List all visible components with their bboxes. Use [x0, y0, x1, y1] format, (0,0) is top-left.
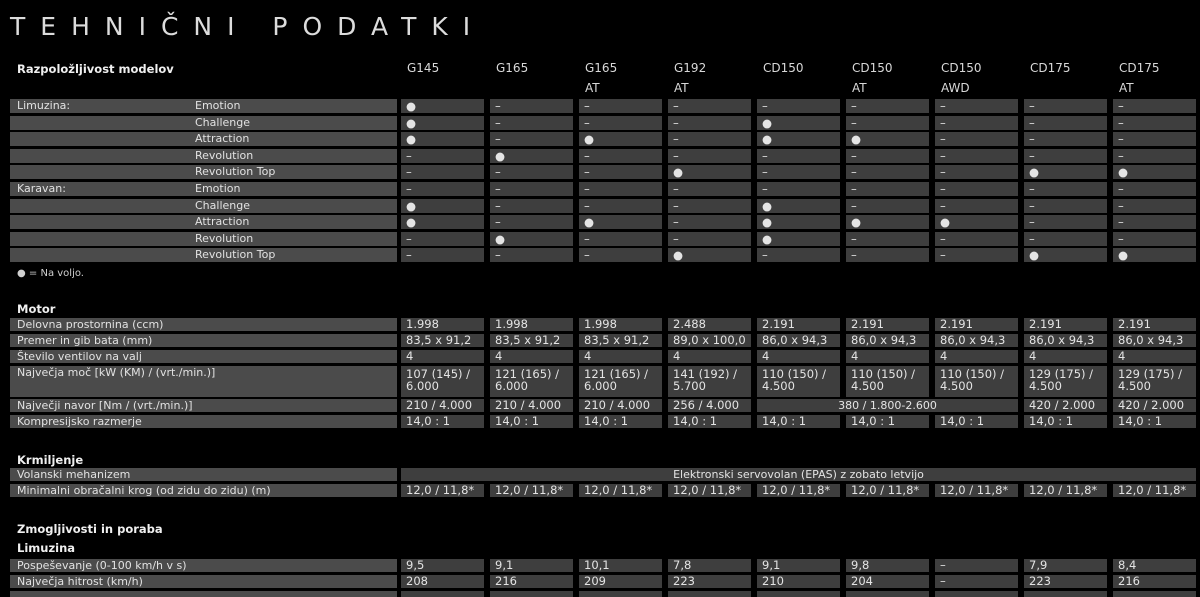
availability-cell: –: [401, 149, 484, 163]
turning-circle-cell: 12,0 / 11,8*: [757, 484, 840, 497]
valves-cell: 4: [401, 350, 484, 363]
availability-cell: –: [935, 116, 1018, 130]
bore-stroke-cell: 86,0 x 94,3: [757, 334, 840, 347]
availability-cell: –: [846, 232, 929, 246]
column-header-model: CD150: [763, 61, 804, 75]
section-heading-steering: Krmiljenje: [17, 453, 84, 467]
power-cell: [668, 366, 751, 397]
availability-cell: –: [1113, 182, 1196, 196]
availability-cell: –: [935, 199, 1018, 213]
power-rpm: 4.500: [940, 379, 973, 393]
valves-cell: 4: [935, 350, 1018, 363]
power-rpm: 4.500: [1118, 379, 1151, 393]
top-speed-cell: 209: [579, 575, 662, 588]
availability-cell: –: [935, 182, 1018, 196]
page-title: TEHNIČNI PODATKI: [10, 12, 486, 41]
availability-cell: –: [757, 165, 840, 179]
compression-cell: 14,0 : 1: [579, 415, 662, 428]
availability-cell: ●: [401, 99, 484, 113]
displacement-cell: 2.191: [757, 318, 840, 331]
body-type-label: Limuzina:: [17, 99, 71, 112]
column-header-variant: AT: [1119, 81, 1134, 95]
cutoff-row-cell: [490, 591, 573, 597]
availability-cell: –: [1024, 199, 1107, 213]
turning-circle-cell: 12,0 / 11,8*: [846, 484, 929, 497]
availability-cell: –: [490, 116, 573, 130]
availability-cell: ●: [1024, 248, 1107, 262]
column-header-variant: [1030, 81, 1113, 95]
compression-cell: 14,0 : 1: [1113, 415, 1196, 428]
turning-circle-cell: 12,0 / 11,8*: [935, 484, 1018, 497]
cutoff-row-cell: [579, 591, 662, 597]
availability-cell: –: [757, 99, 840, 113]
availability-cell: –: [935, 165, 1018, 179]
turning-circle-cell: 12,0 / 11,8*: [1024, 484, 1107, 497]
column-header-model: CD150: [941, 61, 982, 75]
availability-cell: –: [1113, 99, 1196, 113]
availability-cell: –: [757, 248, 840, 262]
power-cell: [935, 366, 1018, 397]
availability-cell: –: [401, 232, 484, 246]
availability-cell: –: [490, 215, 573, 229]
availability-cell: –: [401, 248, 484, 262]
cutoff-row-cell: [1024, 591, 1107, 597]
availability-cell: –: [401, 165, 484, 179]
availability-cell: –: [846, 116, 929, 130]
power-cell: [401, 366, 484, 397]
power-cell: [757, 366, 840, 397]
availability-cell: –: [579, 149, 662, 163]
bore-stroke-label: Premer in gib bata (mm): [10, 334, 397, 347]
column-header-model: CD175: [1119, 61, 1160, 75]
availability-cell: –: [846, 199, 929, 213]
section-heading-availability: Razpoložljivost modelov: [17, 62, 174, 76]
availability-cell: ●: [579, 215, 662, 229]
availability-row-label: [10, 149, 397, 163]
acceleration-cell: 9,8: [846, 559, 929, 572]
torque-cell: 210 / 4.000: [401, 399, 484, 412]
acceleration-cell: 8,4: [1113, 559, 1196, 572]
torque-cell: 256 / 4.000: [668, 399, 751, 412]
availability-cell: –: [668, 116, 751, 130]
availability-row-label: [10, 232, 397, 246]
availability-cell: –: [1024, 232, 1107, 246]
availability-cell: ●: [668, 248, 751, 262]
availability-cell: –: [1024, 116, 1107, 130]
availability-cell: –: [1024, 182, 1107, 196]
column-header-model: G165: [496, 61, 529, 75]
compression-cell: 14,0 : 1: [668, 415, 751, 428]
bore-stroke-cell: 86,0 x 94,3: [1024, 334, 1107, 347]
availability-cell: –: [490, 132, 573, 146]
availability-cell: –: [490, 182, 573, 196]
acceleration-cell: 9,1: [757, 559, 840, 572]
availability-row-label: [10, 165, 397, 179]
trim-label: Revolution: [195, 231, 254, 245]
power-rpm: 6.000: [584, 379, 617, 393]
valves-cell: 4: [1113, 350, 1196, 363]
availability-legend-note: ● = Na voljo.: [17, 268, 84, 279]
top-speed-cell: –: [935, 575, 1018, 588]
bore-stroke-cell: 86,0 x 94,3: [1113, 334, 1196, 347]
availability-cell: –: [1113, 132, 1196, 146]
top-speed-cell: 223: [1024, 575, 1107, 588]
availability-row-label: [10, 132, 397, 146]
availability-cell: –: [757, 149, 840, 163]
top-speed-cell: 216: [1113, 575, 1196, 588]
availability-cell: –: [935, 99, 1018, 113]
turning-circle-label: Minimalni obračalni krog (od zidu do zidu) (m): [10, 484, 397, 497]
availability-cell: –: [1024, 99, 1107, 113]
torque-merged-cell: 380 / 1.800-2.600: [757, 399, 1018, 412]
valves-cell: 4: [490, 350, 573, 363]
availability-cell: ●: [401, 215, 484, 229]
valves-cell: 4: [846, 350, 929, 363]
availability-cell: –: [935, 132, 1018, 146]
bore-stroke-cell: 86,0 x 94,3: [846, 334, 929, 347]
bore-stroke-cell: 89,0 x 100,0: [668, 334, 751, 347]
availability-row-label: [10, 215, 397, 229]
power-rpm: 6.000: [495, 379, 528, 393]
availability-cell: ●: [1113, 165, 1196, 179]
availability-cell: ●: [757, 132, 840, 146]
torque-label: Največji navor [Nm / (vrt./min.)]: [10, 399, 397, 412]
torque-cell: 420 / 2.000: [1113, 399, 1196, 412]
compression-cell: 14,0 : 1: [935, 415, 1018, 428]
compression-cell: 14,0 : 1: [757, 415, 840, 428]
top-speed-cell: 208: [401, 575, 484, 588]
availability-cell: –: [490, 99, 573, 113]
availability-row-label: [10, 199, 397, 213]
power-value: 121 (165) /: [584, 367, 649, 381]
cutoff-row-cell: [846, 591, 929, 597]
availability-cell: ●: [401, 199, 484, 213]
availability-cell: –: [668, 132, 751, 146]
turning-circle-cell: 12,0 / 11,8*: [579, 484, 662, 497]
column-header-variant: AWD: [941, 81, 970, 95]
availability-cell: –: [1113, 232, 1196, 246]
availability-cell: –: [401, 182, 484, 196]
valves-cell: 4: [668, 350, 751, 363]
acceleration-cell: 9,5: [401, 559, 484, 572]
availability-cell: –: [935, 149, 1018, 163]
column-header-variant: AT: [674, 81, 689, 95]
column-header-model: CD175: [1030, 61, 1071, 75]
availability-cell: ●: [846, 132, 929, 146]
availability-cell: –: [1024, 132, 1107, 146]
torque-cell: 210 / 4.000: [579, 399, 662, 412]
top-speed-cell: 223: [668, 575, 751, 588]
availability-cell: ●: [668, 165, 751, 179]
availability-cell: ●: [1024, 165, 1107, 179]
power-cell: [846, 366, 929, 397]
top-speed-cell: 216: [490, 575, 573, 588]
availability-cell: –: [1113, 149, 1196, 163]
availability-cell: ●: [490, 149, 573, 163]
power-rpm: 6.000: [406, 379, 439, 393]
displacement-cell: 1.998: [401, 318, 484, 331]
availability-cell: –: [846, 182, 929, 196]
section-heading-performance: Zmogljivosti in poraba: [17, 522, 163, 536]
availability-cell: –: [935, 248, 1018, 262]
availability-cell: ●: [757, 232, 840, 246]
availability-cell: –: [490, 199, 573, 213]
turning-circle-cell: 12,0 / 11,8*: [401, 484, 484, 497]
availability-cell: ●: [757, 199, 840, 213]
valves-cell: 4: [579, 350, 662, 363]
column-header-variant: [407, 81, 490, 95]
column-header-model: CD150: [852, 61, 893, 75]
column-header-model: G165: [585, 61, 618, 75]
availability-cell: –: [846, 165, 929, 179]
trim-label: Revolution Top: [195, 248, 276, 262]
availability-row-label: [10, 99, 397, 113]
availability-cell: ●: [490, 232, 573, 246]
displacement-cell: 1.998: [490, 318, 573, 331]
cutoff-row-cell: [401, 591, 484, 597]
power-label: Največja moč [kW (KM) / (vrt./min.)]: [10, 366, 397, 397]
displacement-label: Delovna prostornina (ccm): [10, 318, 397, 331]
bore-stroke-cell: 83,5 x 91,2: [490, 334, 573, 347]
steering-mechanism-merged-cell: Elektronski servovolan (EPAS) z zobato letvijo: [401, 468, 1196, 481]
availability-cell: –: [1024, 149, 1107, 163]
availability-cell: –: [668, 199, 751, 213]
column-header-model: G192: [674, 61, 707, 75]
power-cell: [490, 366, 573, 397]
power-cell: [1024, 366, 1107, 397]
availability-cell: –: [490, 248, 573, 262]
column-header-variant: [496, 81, 579, 95]
trim-label: Challenge: [195, 115, 250, 129]
trim-label: Emotion: [195, 99, 241, 112]
acceleration-cell: 7,8: [668, 559, 751, 572]
acceleration-label: Pospeševanje (0-100 km/h v s): [10, 559, 397, 572]
compression-label: Kompresijsko razmerje: [10, 415, 397, 428]
displacement-cell: 2.191: [846, 318, 929, 331]
cutoff-row-label: [10, 591, 397, 597]
turning-circle-cell: 12,0 / 11,8*: [490, 484, 573, 497]
section-heading-motor: Motor: [17, 302, 56, 316]
top-speed-cell: 210: [757, 575, 840, 588]
power-rpm: 4.500: [762, 379, 795, 393]
availability-cell: ●: [401, 132, 484, 146]
acceleration-cell: 9,1: [490, 559, 573, 572]
displacement-cell: 2.191: [1024, 318, 1107, 331]
compression-cell: 14,0 : 1: [490, 415, 573, 428]
power-cell: [579, 366, 662, 397]
power-value: 110 (150) /: [851, 367, 916, 381]
availability-cell: –: [668, 99, 751, 113]
power-value: 110 (150) /: [940, 367, 1005, 381]
displacement-cell: 2.191: [1113, 318, 1196, 331]
availability-cell: –: [846, 99, 929, 113]
availability-cell: –: [579, 165, 662, 179]
availability-cell: ●: [401, 116, 484, 130]
cutoff-row-cell: [757, 591, 840, 597]
trim-label: Revolution: [195, 148, 254, 162]
availability-cell: –: [579, 182, 662, 196]
availability-cell: ●: [757, 116, 840, 130]
top-speed-label: Največja hitrost (km/h): [10, 575, 397, 588]
body-type-label: Karavan:: [17, 182, 66, 195]
availability-cell: –: [668, 182, 751, 196]
compression-cell: 14,0 : 1: [401, 415, 484, 428]
top-speed-cell: 204: [846, 575, 929, 588]
availability-cell: –: [935, 232, 1018, 246]
power-value: 107 (145) /: [406, 367, 471, 381]
bore-stroke-cell: 83,5 x 91,2: [579, 334, 662, 347]
availability-cell: –: [668, 232, 751, 246]
power-rpm: 5.700: [673, 379, 706, 393]
availability-row-label: [10, 248, 397, 262]
column-header-model: G145: [407, 61, 440, 75]
bore-stroke-cell: 86,0 x 94,3: [935, 334, 1018, 347]
valves-cell: 4: [1024, 350, 1107, 363]
power-cell: [1113, 366, 1196, 397]
availability-cell: –: [846, 149, 929, 163]
cutoff-row-cell: [1113, 591, 1196, 597]
availability-cell: –: [579, 232, 662, 246]
power-value: 141 (192) /: [673, 367, 738, 381]
availability-cell: –: [668, 149, 751, 163]
compression-cell: 14,0 : 1: [846, 415, 929, 428]
displacement-cell: 1.998: [579, 318, 662, 331]
availability-cell: –: [579, 199, 662, 213]
availability-cell: –: [846, 248, 929, 262]
availability-cell: ●: [757, 215, 840, 229]
trim-label: Attraction: [195, 215, 250, 229]
availability-cell: –: [1024, 215, 1107, 229]
availability-cell: ●: [935, 215, 1018, 229]
availability-row-label: [10, 182, 397, 196]
trim-label: Emotion: [195, 182, 241, 195]
torque-cell: 210 / 4.000: [490, 399, 573, 412]
availability-cell: –: [490, 165, 573, 179]
turning-circle-cell: 12,0 / 11,8*: [668, 484, 751, 497]
acceleration-cell: 7,9: [1024, 559, 1107, 572]
availability-cell: –: [1113, 215, 1196, 229]
availability-cell: –: [579, 99, 662, 113]
availability-cell: –: [1113, 199, 1196, 213]
availability-cell: ●: [1113, 248, 1196, 262]
bore-stroke-cell: 83,5 x 91,2: [401, 334, 484, 347]
power-rpm: 4.500: [1029, 379, 1062, 393]
availability-cell: –: [1113, 116, 1196, 130]
torque-cell: 420 / 2.000: [1024, 399, 1107, 412]
displacement-cell: 2.191: [935, 318, 1018, 331]
power-value: 121 (165) /: [495, 367, 560, 381]
trim-label: Revolution Top: [195, 165, 276, 179]
cutoff-row-cell: [668, 591, 751, 597]
valves-cell: 4: [757, 350, 840, 363]
column-header-variant: [763, 81, 846, 95]
power-value: 129 (175) /: [1118, 367, 1183, 381]
power-value: 110 (150) /: [762, 367, 827, 381]
subheading-sedan: Limuzina: [17, 541, 76, 555]
availability-cell: –: [668, 215, 751, 229]
acceleration-cell: –: [935, 559, 1018, 572]
steering-mechanism-label: Volanski mehanizem: [10, 468, 397, 481]
availability-cell: –: [579, 248, 662, 262]
availability-cell: –: [579, 116, 662, 130]
valves-label: Število ventilov na valj: [10, 350, 397, 363]
acceleration-cell: 10,1: [579, 559, 662, 572]
trim-label: Attraction: [195, 132, 250, 146]
compression-cell: 14,0 : 1: [1024, 415, 1107, 428]
trim-label: Challenge: [195, 198, 250, 212]
availability-cell: ●: [579, 132, 662, 146]
power-value: 129 (175) /: [1029, 367, 1094, 381]
availability-cell: –: [757, 182, 840, 196]
displacement-cell: 2.488: [668, 318, 751, 331]
column-header-variant: AT: [852, 81, 867, 95]
availability-row-label: [10, 116, 397, 130]
availability-cell: ●: [846, 215, 929, 229]
turning-circle-cell: 12,0 / 11,8*: [1113, 484, 1196, 497]
power-rpm: 4.500: [851, 379, 884, 393]
column-header-variant: AT: [585, 81, 600, 95]
cutoff-row-cell: [935, 591, 1018, 597]
